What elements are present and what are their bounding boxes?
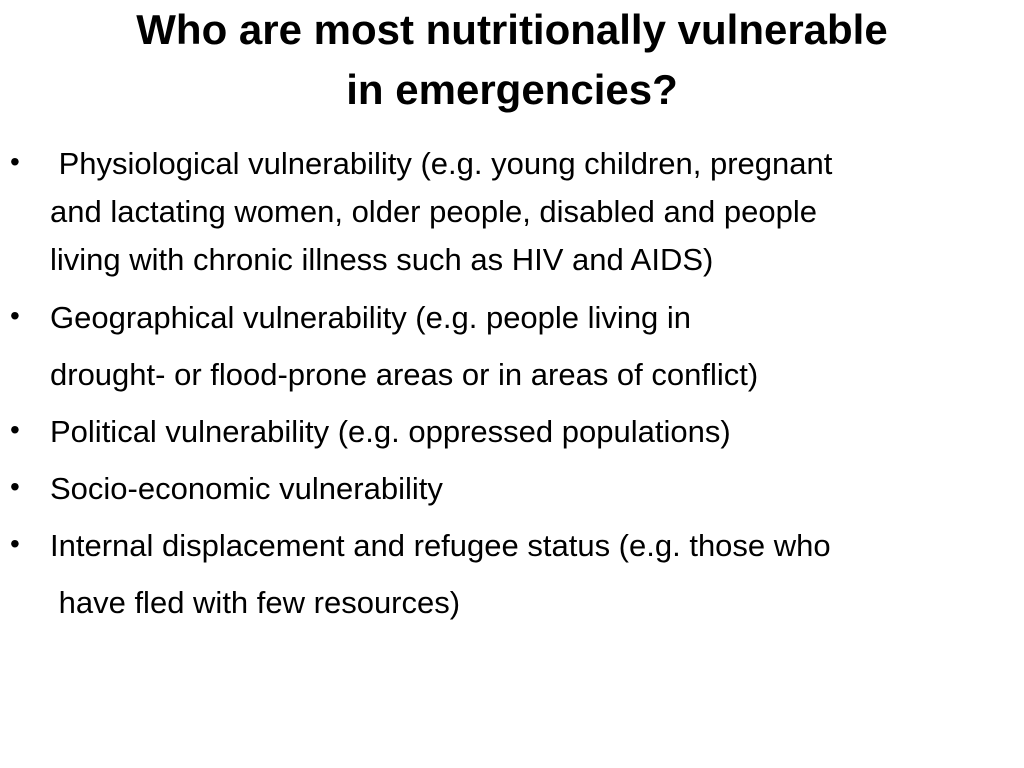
slide-title xyxy=(40,0,984,120)
bullet-text-line: living with chronic illness such as HIV and AIDS) xyxy=(50,242,714,277)
bullet-text-line: Socio-economic vulnerability xyxy=(50,471,443,506)
bullet-text-line: have fled with few resources) xyxy=(50,585,461,620)
title-line-1: Who are most nutritionally vulnerable xyxy=(136,6,888,53)
bullet-text-line: Internal displacement and refugee status (e.g. those who xyxy=(50,528,831,563)
bullet-marker: • xyxy=(10,528,20,559)
title-line-2: in emergencies? xyxy=(346,66,678,113)
bullet-text-line: Physiological vulnerability (e.g. young children, pregnant xyxy=(50,146,833,181)
bullet-text-line: Geographical vulnerability (e.g. people living in xyxy=(50,300,692,335)
bullet-text-line: drought- or flood-prone areas or in areas of conflict) xyxy=(50,357,759,392)
bullet-marker: • xyxy=(10,414,20,445)
bullet-marker: • xyxy=(10,300,20,331)
bullet-marker: • xyxy=(10,471,20,502)
bullet-text-line: Political vulnerability (e.g. oppressed populations) xyxy=(50,414,731,449)
bullet-text-line: and lactating women, older people, disabled and people xyxy=(50,194,817,229)
bullet-marker: • xyxy=(10,146,20,177)
